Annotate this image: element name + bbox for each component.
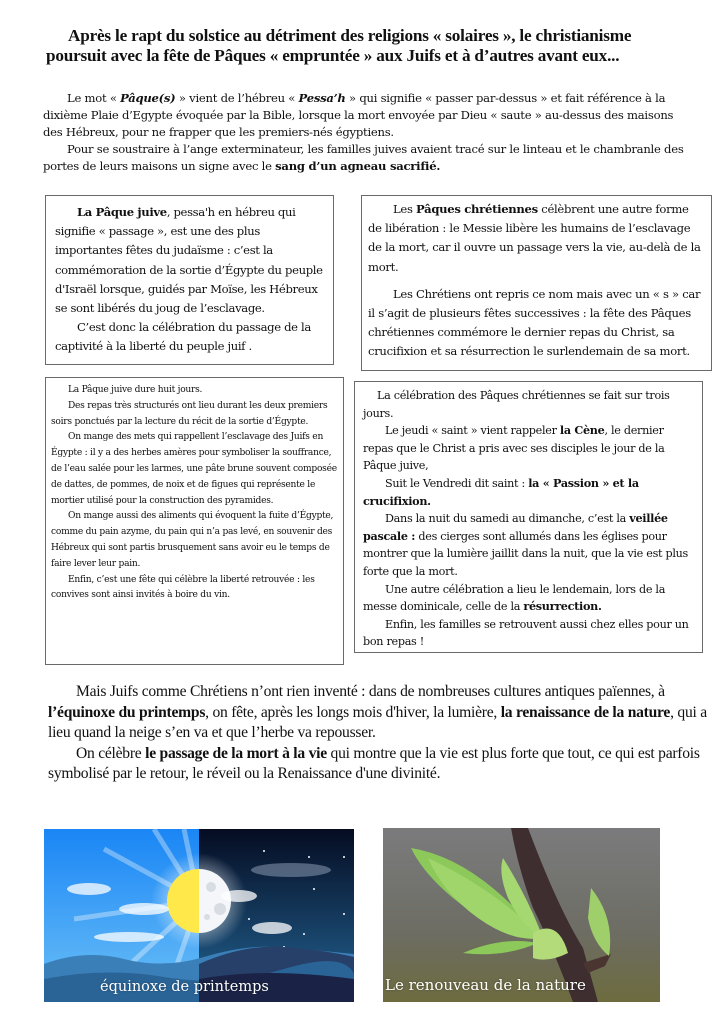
text: Le mot « — [67, 91, 121, 105]
equinox-image — [44, 829, 354, 1002]
text: Dans la nuit du samedi au dimanche, c’est la — [385, 512, 630, 526]
text: qui montre que la vie est plus forte que tout, ce qui est parfois symbolisé par le retour, le réveil ou la Renaissance d'une divinité. — [48, 744, 700, 782]
text: On célèbre — [76, 744, 146, 762]
text: Mais Juifs comme Chrétiens n’ont rien inventé : dans de nombreuses cultures antiques païennes, à — [76, 683, 665, 700]
rituel-chretien-p5 — [363, 581, 696, 616]
rituel-chretien-p1: La célébration des Pâques chrétiennes se fait sur trois jours. — [363, 389, 670, 420]
equinox-caption: équinoxe de printemps — [100, 979, 269, 995]
box-paques-chretiennes-p1 — [368, 200, 705, 277]
heading-paques-chretiennes: Pâques chrétiennes — [416, 202, 538, 216]
box-paques-chretiennes-p2: Les Chrétiens ont repris ce nom mais avec un « s » car il s’agit de plusieurs fêtes successives : la fête des Pâques chrétiennes commémore le dernier repas du Christ, sa crucifixion et sa résurrection le surlendemain de sa mort. — [368, 286, 701, 359]
emphasis-sang-agneau: sang d’un agneau sacrifié. — [275, 159, 441, 173]
text: des cierges sont allumés dans les églises pour montrer que la lumière jaillit dans la nuit, que la vie est plus forte que la mort. — [363, 529, 688, 578]
box-rituel-juif — [45, 377, 344, 665]
box-rituel-chretien — [354, 381, 703, 653]
box-paque-juive — [45, 195, 334, 365]
heading-paque-juive: La Pâque juive — [77, 205, 167, 219]
rituel-juif-p4: On mange aussi des aliments qui évoquent la fuite d’Égypte, comme du pain azyme, du pain qui n’a pas levé, en souvenir des Hébreux qui sont partis brusquement sans avoir eu le temps de faire lever leur pain. — [51, 511, 334, 569]
text: célèbrent une autre forme de libération : le Messie libère les humains de l’esclavage de la mort, car il ouvre un passage vers la vie, au-delà de la mort. — [368, 202, 701, 274]
text: , qui a lieu quand la neige s’en va et que l’herbe va repousser. — [48, 703, 707, 741]
intro-paragraph-1 — [43, 90, 693, 141]
term-pessah: Pessa’h — [298, 91, 346, 105]
text: Pour se soustraire à l’ange exterminateur, les familles juives avaient tracé sur le linteau et le chambranle des portes de leurs maisons un signe avec le — [43, 142, 684, 173]
box-paque-juive-p2: C’est donc la célébration du passage de la captivité à la liberté du peuple juif . — [55, 320, 311, 354]
nature-image — [383, 828, 660, 1002]
text: Suit le Vendredi dit saint : — [385, 476, 529, 490]
box-paques-chretiennes — [361, 195, 712, 371]
text: Une autre célébration a lieu le lendemain, lors de la messe dominicale, celle de la — [363, 582, 666, 614]
equinox-illustration — [44, 829, 354, 1002]
rituel-juif-p3: On mange des mets qui rappellent l’esclavage des Juifs en Égypte : il y a des herbes amères pour symboliser la souffrance, de l’eau salée pour les larmes, une pâte brune souvent composée de dattes, de pommes, de noix et de figues qui représente le mortier utilisé pour la construction des pyramides. — [51, 432, 337, 506]
page-title — [40, 26, 700, 66]
emphasis-passage: le passage de la mort à la vie — [145, 744, 327, 762]
outro-paragraph-2 — [48, 744, 708, 785]
rituel-chretien-p4 — [363, 510, 696, 580]
rituel-juif-p5: Enfin, c’est une fête qui célèbre la liberté retrouvée : les convives sont ainsi invités à boire du vin. — [51, 574, 315, 601]
emphasis-equinoxe: l’équinoxe du printemps — [48, 703, 206, 721]
rituel-chretien-p3 — [363, 475, 696, 510]
outro-paragraph-1 — [48, 682, 708, 744]
intro-paragraph-2 — [43, 141, 693, 175]
text: Les — [393, 202, 416, 216]
term-paque: Pâque(s) — [120, 91, 176, 105]
text: Le jeudi « saint » vient rappeler — [385, 424, 560, 438]
rituel-chretien-p2 — [363, 422, 696, 475]
text: , le dernier repas que le Christ a pris avec ses disciples le jour de la Pâque juive, — [363, 424, 665, 473]
emphasis-cene: la Cène — [559, 423, 605, 438]
night-cloud — [251, 863, 331, 877]
rituel-chretien-p6: Enfin, les familles se retrouvent aussi chez elles pour un bon repas ! — [363, 617, 689, 649]
text: » vient de l’hébreu « — [175, 91, 299, 105]
text: , pessa'h en hébreu qui signifie « passage », est une des plus importantes fêtes du judaïsme : c’est la commémoration de la sortie d’Égypte du peuple d'Israël lorsque, guidés par Moïse, les Hébreux se sont libérés du joug de l’esclavage. — [55, 205, 323, 316]
nature-caption: Le renouveau de la nature — [385, 976, 586, 994]
emphasis-veillee: veillée pascale : — [363, 511, 668, 543]
emphasis-passion: la « Passion » et la crucifixion. — [363, 475, 639, 508]
outro-section — [48, 682, 708, 785]
text: , on fête, après les longs mois d'hiver, la lumière, — [205, 703, 501, 721]
rituel-juif-p2: Des repas très structurés ont lieu durant les deux premiers soirs ponctués par la lecture du récit de la sortie d’Égypte. — [51, 400, 328, 427]
rituel-juif-p1: La Pâque juive dure huit jours. — [68, 385, 203, 395]
emphasis-resurrection: résurrection. — [523, 599, 602, 614]
title-line-1: Après le rapt du solstice au détriment des religions « solaires », le christianisme — [68, 26, 632, 45]
text: » qui signifie « passer par-dessus » et fait référence à la dixième Plaie d’Egypte évoquée par la Bible, lorsque la mort envoyée par Dieu « saute » au-dessus des maisons des Hébreux, pour ne frapper que les premiers-nés égyptiens. — [43, 91, 674, 139]
box-paque-juive-p1 — [55, 203, 327, 318]
emphasis-renaissance: la renaissance de la nature — [500, 703, 671, 721]
intro-section — [43, 90, 693, 175]
title-line-2: poursuit avec la fête de Pâques « empruntée » aux Juifs et à d’autres avant eux... — [46, 46, 620, 65]
